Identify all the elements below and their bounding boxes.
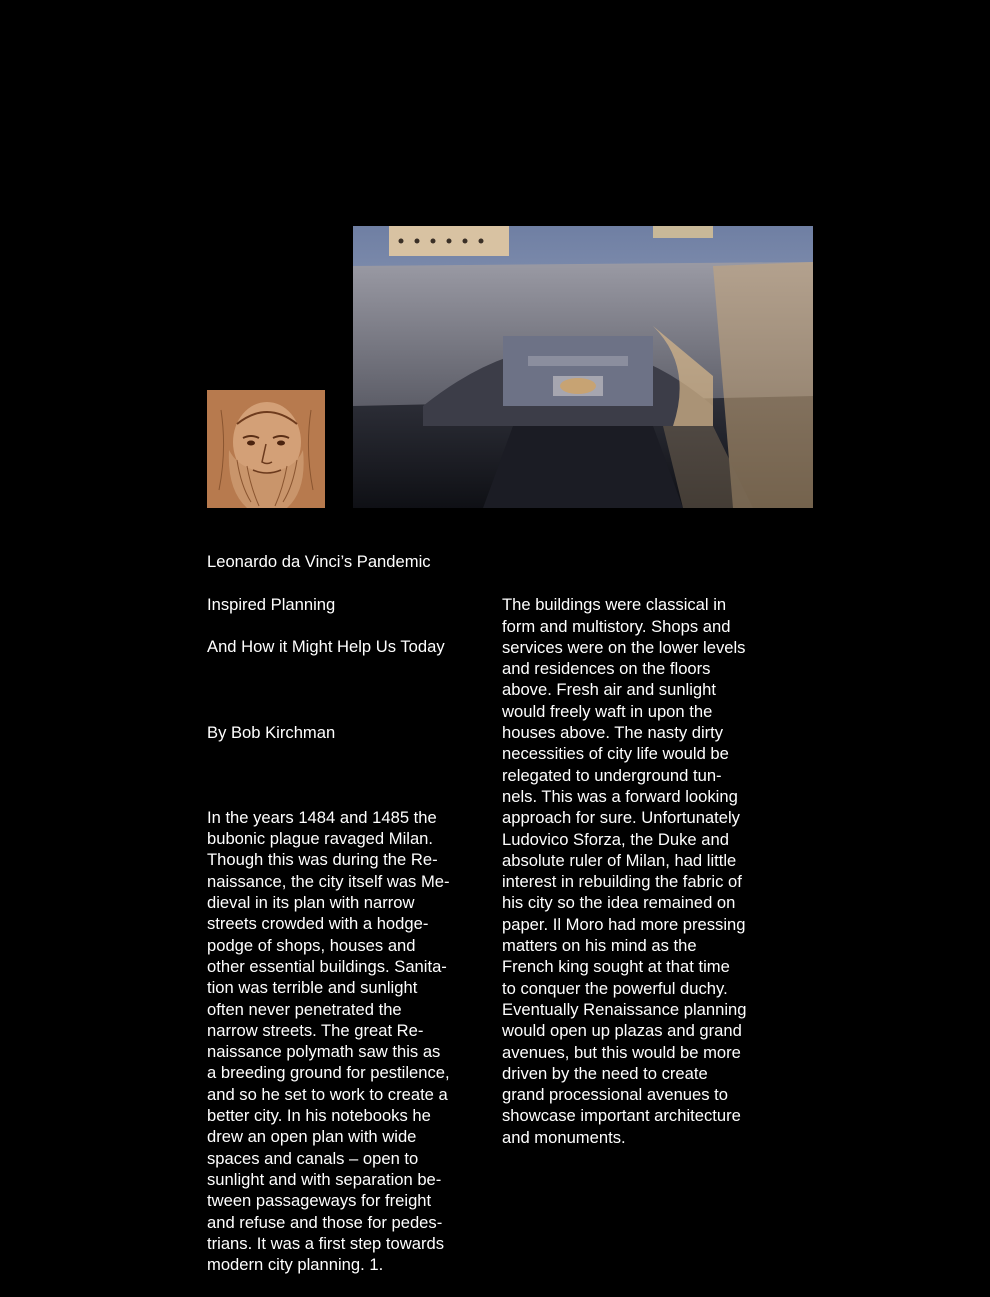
article-title-line-2: Inspired Planning (207, 594, 336, 614)
article-right-column (502, 573, 777, 1169)
article-body-right: The buildings were classical in form and multistory. Shops and services were on the lower levels and residences on the floors above. Fresh air and sunlight would freely waft in upon the houses above. The nasty dirty necessities of city life would be relegated to underground tun- nels. This was a forward looking approach for sure. Unfortunately Ludovico Sforza, the Duke and absolute ruler of Milan, had little interest in rebuilding the fabric of his city so the idea remained on paper. Il Moro had more pressing matters on his mind as the French king sought at that time to conquer the powerful duchy. Eventually Renaissance planning would open up plazas and grand avenues, but this would be more driven by the need to create grand processional avenues to showcase important architecture and monuments. (502, 595, 747, 1147)
article-body-left: In the years 1484 and 1485 the bubonic plague ravaged Milan. Though this was during the Re- naissance, the city itself was Me- dieval in its plan with narrow streets crowded with a hodge- podge of shops, houses and other essential buildings. Sanita- tion was terrible and sunlight often never penetrated the narrow streets. The great Re- naissance polymath saw this as a breeding ground for pestilence, and so he set to work to create a better city. In his notebooks he drew an open plan with wide spaces and canals – open to sunlight and with separation be- tween passageways for freight and refuse and those for pedes- trians. It was a first step towards modern city planning. 1. (207, 807, 450, 1275)
canal-rendering-image (353, 226, 813, 508)
article-title-line-1: Leonardo da Vinci’s Pandemic (207, 552, 431, 572)
article-left-column (207, 530, 477, 1297)
leonardo-portrait-image (207, 390, 325, 508)
article-byline: By Bob Kirchman (207, 722, 336, 742)
article-title-line-3: And How it Might Help Us Today (207, 637, 445, 657)
